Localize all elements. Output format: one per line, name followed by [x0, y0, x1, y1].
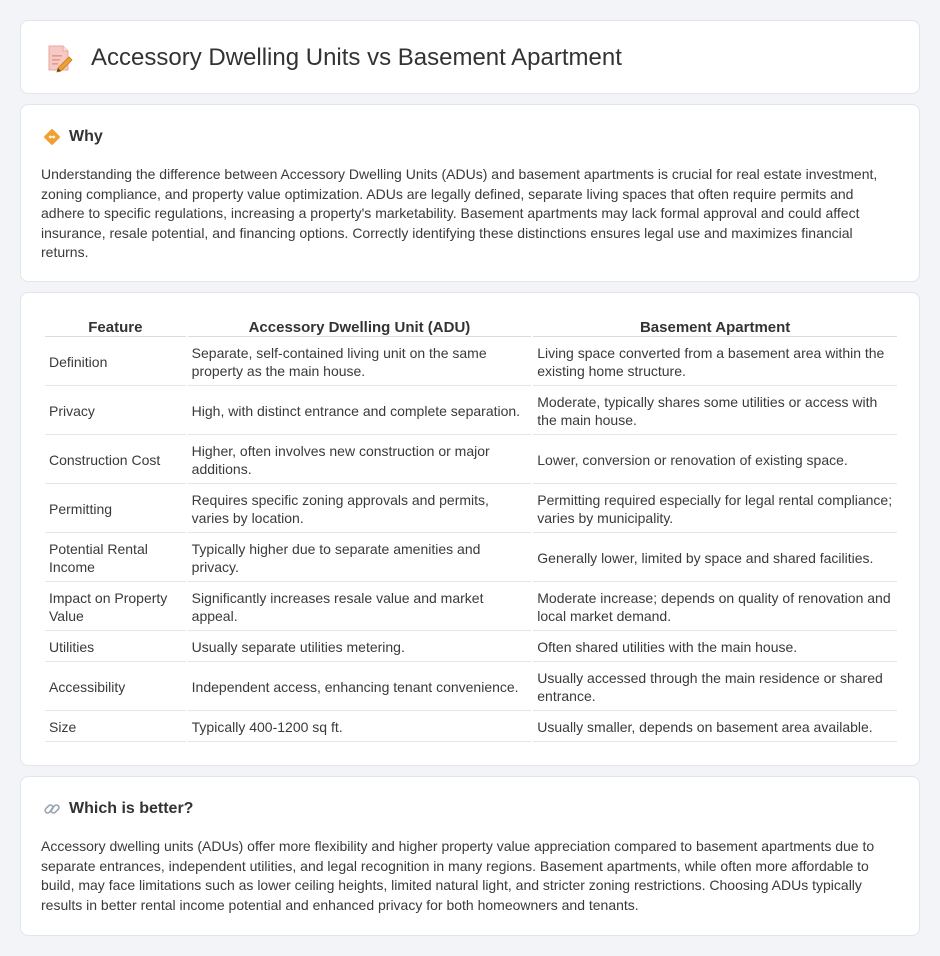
page-title: Accessory Dwelling Units vs Basement Apartment: [91, 44, 622, 71]
row-feature: Privacy: [45, 388, 186, 435]
row-feature: Size: [45, 713, 186, 742]
row-basement: Lower, conversion or renovation of existing space.: [533, 437, 897, 484]
row-feature: Definition: [45, 339, 186, 386]
row-basement: Living space converted from a basement area within the existing home structure.: [533, 339, 897, 386]
why-text: Understanding the difference between Accessory Dwelling Units (ADUs) and basement apartments is crucial for real estate investment, zoning compliance, and property value optimization. ADUs are legally defined, separate living spaces that often require permits and adhere to specific regulations, increasing a property's marketability. Basement apartments may lack formal approval and could affect insurance, resale potential, and financing options. Correctly identifying these distinctions ensures legal use and maximizes financial returns.: [41, 166, 878, 261]
table-row: [45, 584, 897, 631]
row-adu: Separate, self-contained living unit on the same property as the main house.: [188, 339, 532, 386]
header-basement: Basement Apartment: [533, 317, 897, 337]
table-row: [45, 713, 897, 742]
link-icon: [43, 800, 61, 818]
row-basement: Permitting required especially for legal rental compliance; varies by municipality.: [533, 486, 897, 533]
comparison-card: [20, 292, 920, 766]
better-heading: Which is better?: [69, 800, 194, 817]
title-card: [20, 20, 920, 94]
row-adu: Typically 400-1200 sq ft.: [188, 713, 532, 742]
why-heading-row: [43, 127, 103, 147]
why-card: [20, 104, 920, 282]
table-header-row: [45, 317, 897, 337]
row-feature: Accessibility: [45, 664, 186, 711]
better-heading-row: [43, 799, 193, 819]
row-adu: Higher, often involves new construction or major additions.: [188, 437, 532, 484]
row-feature: Construction Cost: [45, 437, 186, 484]
row-adu: High, with distinct entrance and complete separation.: [188, 388, 532, 435]
table-row: [45, 535, 897, 582]
row-feature: Impact on Property Value: [45, 584, 186, 631]
row-basement: Moderate, typically shares some utilities or access with the main house.: [533, 388, 897, 435]
header-adu: Accessory Dwelling Unit (ADU): [188, 317, 532, 337]
row-adu: Requires specific zoning approvals and permits, varies by location.: [188, 486, 532, 533]
row-adu: Significantly increases resale value and market appeal.: [188, 584, 532, 631]
table-row: [45, 633, 897, 662]
row-adu: Independent access, enhancing tenant convenience.: [188, 664, 532, 711]
table-row: [45, 664, 897, 711]
diamond-arrows-icon: [43, 128, 61, 146]
row-basement: Usually accessed through the main residence or shared entrance.: [533, 664, 897, 711]
document-pencil-icon: [45, 43, 73, 73]
row-adu: Usually separate utilities metering.: [188, 633, 532, 662]
row-basement: Often shared utilities with the main house.: [533, 633, 897, 662]
better-card: [20, 776, 920, 936]
row-feature: Utilities: [45, 633, 186, 662]
why-heading: Why: [69, 128, 103, 145]
title-row: [45, 43, 622, 73]
row-basement: Generally lower, limited by space and shared facilities.: [533, 535, 897, 582]
row-basement: Moderate increase; depends on quality of renovation and local market demand.: [533, 584, 897, 631]
row-basement: Usually smaller, depends on basement area available.: [533, 713, 897, 742]
row-feature: Potential Rental Income: [45, 535, 186, 582]
header-feature: Feature: [45, 317, 186, 337]
table-row: [45, 437, 897, 484]
comparison-table: [43, 315, 899, 744]
row-feature: Permitting: [45, 486, 186, 533]
table-row: [45, 388, 897, 435]
table-row: [45, 339, 897, 386]
table-row: [45, 486, 897, 533]
row-adu: Typically higher due to separate amenities and privacy.: [188, 535, 532, 582]
better-text: Accessory dwelling units (ADUs) offer more flexibility and higher property value appreciation compared to basement apartments due to separate entrances, independent utilities, and legal recognition in many regions. Basement apartments, while often more affordable to build, may face limitations such as lower ceiling heights, limited natural light, and stricter zoning restrictions. Choosing ADUs typically results in better rental income potential and enhanced privacy for both homeowners and tenants.: [41, 838, 875, 913]
